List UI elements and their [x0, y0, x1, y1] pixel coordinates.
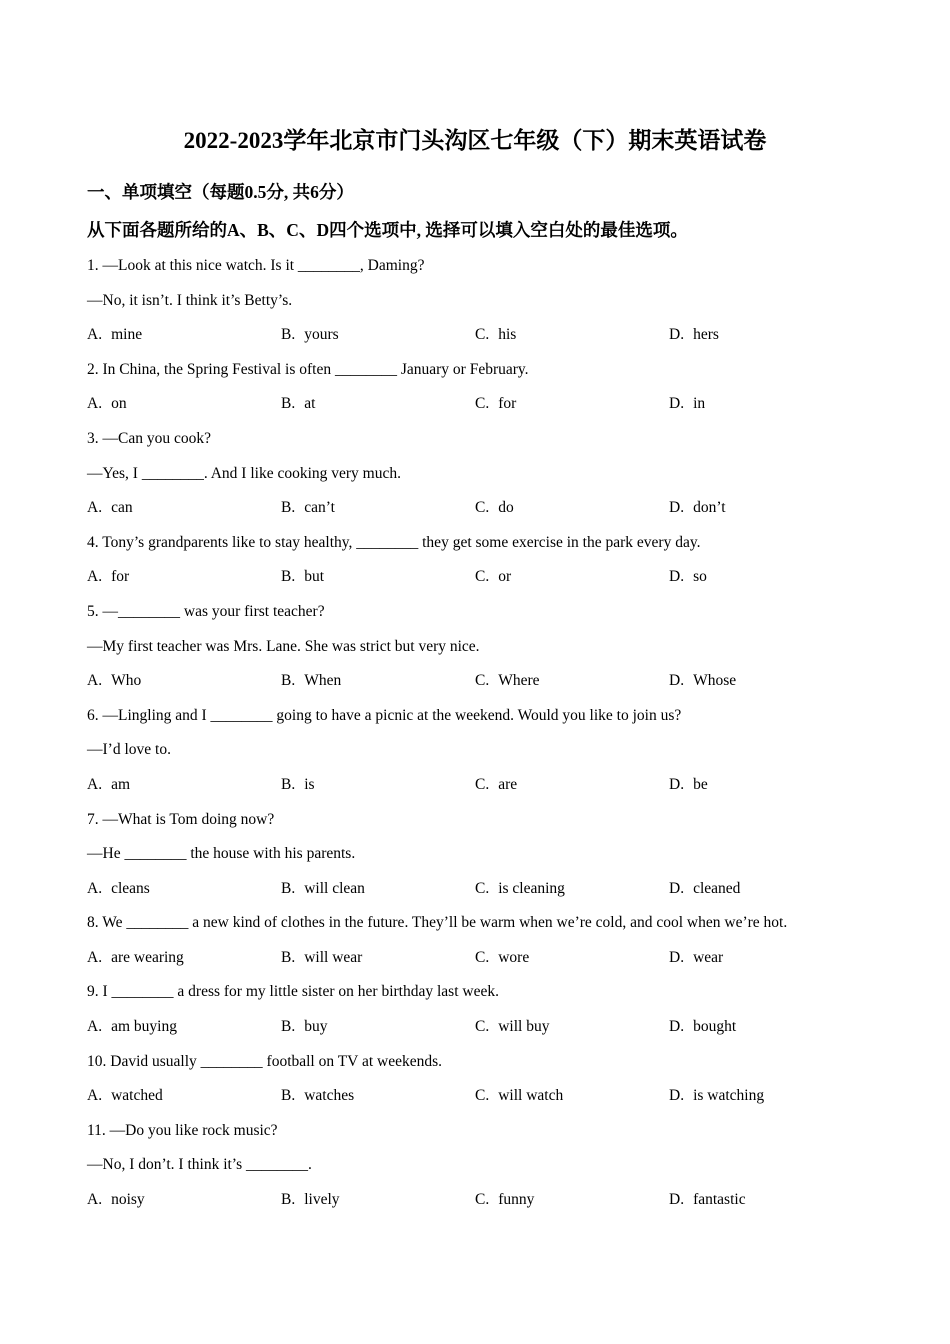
- option-text: are: [498, 775, 518, 793]
- question-item: [87, 252, 887, 356]
- answer-option-c[interactable]: [475, 321, 516, 349]
- question-stem: 1. —Look at this nice watch. Is it ________, Daming?: [87, 257, 425, 274]
- question-item: [87, 598, 887, 702]
- option-letter: A.: [87, 568, 103, 586]
- question-stem: 7. —What is Tom doing now?: [87, 810, 275, 828]
- question-stem: 4. Tony’s grandparents like to stay healthy, ________ they get some exercise in the park every day.: [87, 533, 701, 551]
- option-letter: B.: [281, 395, 296, 413]
- question-item: [87, 1048, 887, 1117]
- answer-options: [87, 771, 887, 806]
- option-text: are wearing: [111, 948, 184, 966]
- answer-option-d[interactable]: [669, 1013, 736, 1041]
- option-text: bought: [693, 1018, 737, 1036]
- option-letter: B.: [281, 326, 296, 344]
- answer-options: [87, 667, 887, 702]
- option-text: will buy: [498, 1018, 550, 1036]
- answer-option-b[interactable]: [281, 875, 365, 903]
- question-item: [87, 806, 887, 910]
- option-letter: B.: [281, 879, 296, 897]
- answer-options: [87, 321, 887, 356]
- answer-option-b[interactable]: [281, 667, 341, 695]
- option-letter: D.: [669, 775, 685, 793]
- question-item: [87, 1117, 887, 1221]
- question-stem: 8. We ________ a new kind of clothes in the future. They’ll be warm when we’re cold, and cool when we’re hot.: [87, 914, 788, 932]
- question-stem: 6. —Lingling and I ________ going to have a picnic at the weekend. Would you like to join us?: [87, 706, 682, 724]
- option-letter: D.: [669, 499, 685, 517]
- option-letter: B.: [281, 775, 296, 793]
- option-letter: D.: [669, 948, 685, 966]
- option-text: fantastic: [693, 1191, 746, 1209]
- answer-option-a[interactable]: [87, 321, 142, 349]
- option-text: mine: [111, 326, 143, 344]
- answer-option-a[interactable]: [87, 875, 150, 903]
- option-text: funny: [498, 1191, 535, 1209]
- question-item: [87, 978, 887, 1047]
- answer-option-b[interactable]: [281, 563, 324, 591]
- answer-option-b[interactable]: [281, 1082, 354, 1110]
- option-text: for: [111, 568, 130, 586]
- option-text: When: [304, 672, 342, 690]
- option-text: wore: [498, 948, 530, 966]
- answer-option-d[interactable]: [669, 494, 726, 522]
- answer-option-b[interactable]: [281, 771, 315, 799]
- option-text: on: [111, 395, 127, 413]
- option-letter: D.: [669, 672, 685, 690]
- question-stem: 5. —________ was your first teacher?: [87, 602, 325, 620]
- answer-option-c[interactable]: [475, 494, 514, 522]
- option-text: is: [304, 775, 315, 793]
- question-item: [87, 702, 887, 806]
- option-letter: C.: [475, 1087, 490, 1105]
- question-dialogue-line: —He ________ the house with his parents.: [87, 845, 356, 863]
- option-text: but: [304, 568, 325, 586]
- answer-options: [87, 944, 887, 979]
- question-dialogue-line: —My first teacher was Mrs. Lane. She was strict but very nice.: [87, 637, 480, 655]
- option-text: hers: [693, 326, 719, 344]
- option-letter: A.: [87, 948, 103, 966]
- answer-option-b[interactable]: [281, 321, 339, 349]
- option-text: lively: [304, 1191, 340, 1209]
- question-stem: 11. —Do you like rock music?: [87, 1121, 278, 1139]
- option-letter: B.: [281, 1018, 296, 1036]
- option-text: buy: [304, 1018, 328, 1036]
- answer-option-c[interactable]: [475, 667, 540, 695]
- question-item: [87, 356, 887, 425]
- answer-option-b[interactable]: [281, 944, 362, 972]
- option-text: can: [111, 499, 133, 517]
- option-text: watches: [304, 1087, 355, 1105]
- option-letter: A.: [87, 1087, 103, 1105]
- option-letter: D.: [669, 326, 685, 344]
- answer-option-a[interactable]: [87, 494, 133, 522]
- section-instruction: 从下面各题所给的A、B、C、D四个选项中, 选择可以填入空白处的最佳选项。: [87, 220, 688, 240]
- question-stem: 2. In China, the Spring Festival is often ________ January or February.: [87, 360, 529, 378]
- option-text: or: [498, 568, 512, 586]
- question-stem: 9. I ________ a dress for my little sister on her birthday last week.: [87, 983, 499, 1001]
- option-text: for: [498, 395, 517, 413]
- answer-option-d[interactable]: [669, 1082, 764, 1110]
- option-text: noisy: [111, 1191, 145, 1209]
- option-letter: A.: [87, 326, 103, 344]
- answer-options: [87, 1186, 887, 1221]
- answer-option-c[interactable]: [475, 1082, 563, 1110]
- answer-option-d[interactable]: [669, 1186, 746, 1214]
- answer-option-b[interactable]: [281, 1013, 327, 1041]
- option-text: Who: [111, 672, 142, 690]
- option-text: don’t: [693, 499, 726, 517]
- answer-option-c[interactable]: [475, 1013, 549, 1041]
- answer-option-a[interactable]: [87, 563, 129, 591]
- option-text: be: [693, 775, 708, 793]
- answer-option-a[interactable]: [87, 944, 184, 972]
- answer-option-b[interactable]: [281, 494, 335, 522]
- answer-option-c[interactable]: [475, 875, 565, 903]
- option-letter: C.: [475, 395, 490, 413]
- answer-option-a[interactable]: [87, 1082, 163, 1110]
- answer-option-b[interactable]: [281, 1186, 340, 1214]
- answer-options: [87, 390, 887, 425]
- option-letter: A.: [87, 499, 103, 517]
- option-text: do: [498, 499, 514, 517]
- option-letter: C.: [475, 568, 490, 586]
- option-letter: D.: [669, 568, 685, 586]
- question-dialogue-line: —No, I don’t. I think it’s ________.: [87, 1156, 312, 1174]
- option-letter: C.: [475, 1191, 490, 1209]
- question-stem: 3. —Can you cook?: [87, 429, 211, 447]
- option-letter: D.: [669, 1191, 685, 1209]
- option-text: yours: [304, 326, 339, 344]
- option-letter: B.: [281, 568, 296, 586]
- answer-option-d[interactable]: [669, 390, 705, 418]
- question-dialogue-line: —I’d love to.: [87, 741, 171, 759]
- answer-option-c[interactable]: [475, 771, 517, 799]
- option-letter: C.: [475, 1018, 490, 1036]
- answer-options: [87, 1013, 887, 1048]
- answer-option-d[interactable]: [669, 944, 723, 972]
- option-text: am: [111, 775, 131, 793]
- option-text: will wear: [304, 948, 363, 966]
- option-text: cleans: [111, 879, 150, 897]
- option-letter: A.: [87, 672, 103, 690]
- question-item: [87, 425, 887, 529]
- option-letter: C.: [475, 499, 490, 517]
- option-letter: C.: [475, 775, 490, 793]
- option-letter: A.: [87, 775, 103, 793]
- option-letter: B.: [281, 1191, 296, 1209]
- option-letter: D.: [669, 395, 685, 413]
- option-letter: D.: [669, 1087, 685, 1105]
- answer-option-a[interactable]: [87, 1186, 145, 1214]
- answer-option-d[interactable]: [669, 875, 740, 903]
- option-letter: A.: [87, 879, 103, 897]
- option-letter: B.: [281, 948, 296, 966]
- answer-options: [87, 875, 887, 910]
- option-text: Where: [498, 672, 540, 690]
- option-letter: C.: [475, 879, 490, 897]
- question-stem: 10. David usually ________ football on TV at weekends.: [87, 1052, 443, 1070]
- answer-option-c[interactable]: [475, 1186, 534, 1214]
- option-letter: C.: [475, 948, 490, 966]
- answer-option-d[interactable]: [669, 321, 719, 349]
- option-text: wear: [693, 948, 724, 966]
- option-text: is watching: [693, 1087, 765, 1105]
- option-text: cleaned: [693, 879, 741, 897]
- option-letter: A.: [87, 1191, 103, 1209]
- option-text: will clean: [304, 879, 365, 897]
- answer-option-c[interactable]: [475, 390, 516, 418]
- option-letter: B.: [281, 1087, 296, 1105]
- answer-option-b[interactable]: [281, 390, 315, 418]
- answer-option-a[interactable]: [87, 771, 130, 799]
- question-item: [87, 909, 887, 978]
- option-text: at: [304, 395, 316, 413]
- answer-option-a[interactable]: [87, 667, 141, 695]
- option-letter: B.: [281, 672, 296, 690]
- option-letter: C.: [475, 326, 490, 344]
- answer-option-d[interactable]: [669, 771, 708, 799]
- option-letter: B.: [281, 499, 296, 517]
- option-text: in: [693, 395, 706, 413]
- answer-option-c[interactable]: [475, 563, 511, 591]
- page-title: 2022-2023学年北京市门头沟区七年级（下）期末英语试卷: [183, 128, 767, 153]
- answer-options: [87, 494, 887, 529]
- option-letter: A.: [87, 395, 103, 413]
- option-text: watched: [111, 1087, 163, 1105]
- option-text: Whose: [693, 672, 737, 690]
- option-letter: D.: [669, 1018, 685, 1036]
- option-letter: A.: [87, 1018, 103, 1036]
- option-text: is cleaning: [498, 879, 565, 897]
- option-letter: C.: [475, 672, 490, 690]
- question-dialogue-line: —No, it isn’t. I think it’s Betty’s.: [87, 291, 293, 309]
- question-dialogue-line: —Yes, I ________. And I like cooking very much.: [87, 464, 401, 482]
- option-text: can’t: [304, 499, 335, 517]
- answer-option-c[interactable]: [475, 944, 529, 972]
- section-heading: 一、单项填空（每题0.5分, 共6分）: [87, 182, 354, 202]
- answer-option-a[interactable]: [87, 1013, 177, 1041]
- option-text: am buying: [111, 1018, 177, 1036]
- option-text: his: [498, 326, 517, 344]
- question-list: [87, 252, 887, 1221]
- answer-options: [87, 563, 887, 598]
- option-text: so: [693, 568, 707, 586]
- answer-options: [87, 1082, 887, 1117]
- answer-option-a[interactable]: [87, 390, 127, 418]
- option-text: will watch: [498, 1087, 564, 1105]
- answer-option-d[interactable]: [669, 563, 707, 591]
- question-item: [87, 529, 887, 598]
- option-letter: D.: [669, 879, 685, 897]
- answer-option-d[interactable]: [669, 667, 736, 695]
